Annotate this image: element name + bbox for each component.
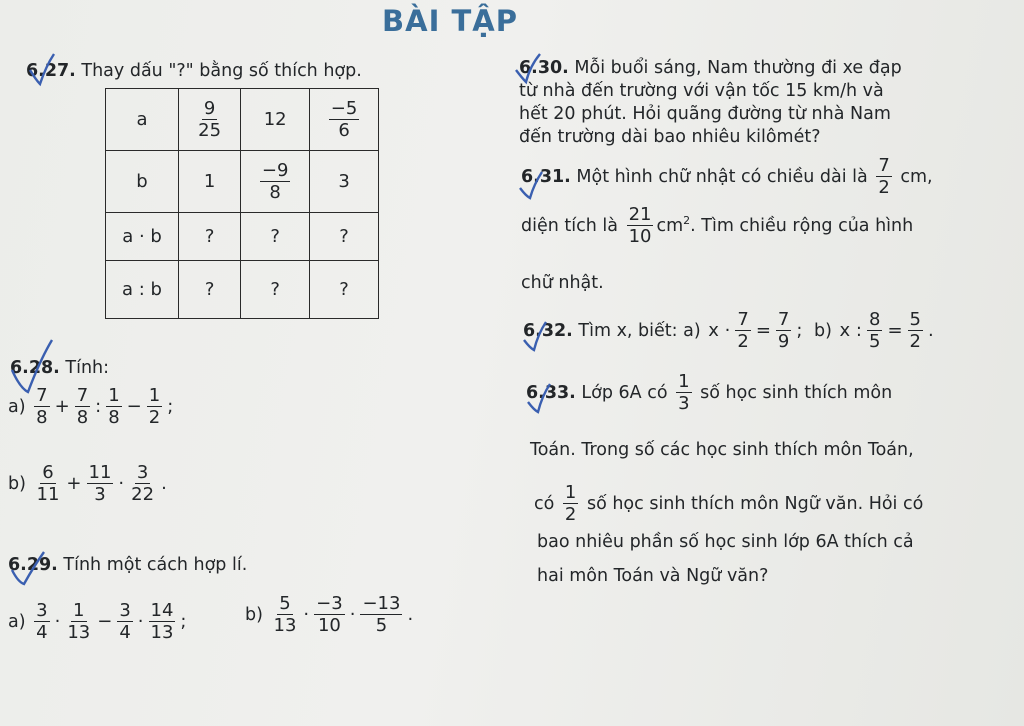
table-cell: ? bbox=[310, 213, 379, 261]
expression bbox=[838, 309, 936, 353]
table-cell: ? bbox=[310, 261, 379, 319]
operator: · bbox=[54, 611, 61, 633]
denominator: 3 bbox=[94, 484, 106, 506]
numerator: 7 bbox=[76, 385, 89, 406]
text-line: có bbox=[534, 493, 555, 514]
numerator: 1 bbox=[108, 385, 120, 406]
operator: ; bbox=[796, 320, 803, 342]
fraction bbox=[65, 601, 92, 643]
exercise-6-30-line-1 bbox=[519, 58, 902, 79]
exercise-6-30-line-3: hết 20 phút. Hỏi quãng đường từ nhà Nam bbox=[519, 104, 891, 124]
denominator: 10 bbox=[317, 615, 341, 637]
part-label: a) bbox=[683, 320, 701, 341]
operator: . bbox=[407, 604, 414, 626]
numerator: −13 bbox=[362, 593, 401, 614]
exercise-6-29a bbox=[8, 601, 189, 643]
exercise-6-31-line-2 bbox=[521, 205, 913, 247]
table-cell bbox=[179, 89, 241, 151]
exponent: 2 bbox=[683, 214, 691, 228]
exercise-number: 6.31. bbox=[521, 166, 571, 187]
fraction bbox=[272, 594, 299, 636]
operator: + bbox=[66, 473, 82, 495]
fraction bbox=[147, 386, 162, 428]
denominator: 8 bbox=[269, 182, 281, 203]
numerator: 1 bbox=[73, 600, 85, 621]
exercise-6-32 bbox=[523, 310, 936, 352]
exercise-6-30-line-4: đến trường dài bao nhiêu kilômét? bbox=[519, 127, 821, 147]
table-cell: 1 bbox=[179, 151, 241, 213]
operator: − bbox=[126, 396, 142, 418]
text-line: diện tích là bbox=[521, 215, 618, 236]
part-label: b) bbox=[814, 320, 832, 341]
row-label: a : b bbox=[106, 261, 179, 319]
fraction bbox=[314, 594, 345, 636]
fraction bbox=[75, 386, 90, 428]
table-row bbox=[106, 213, 379, 261]
numerator: 8 bbox=[869, 309, 881, 330]
denominator: 10 bbox=[628, 226, 652, 248]
denominator: 13 bbox=[150, 622, 174, 644]
row-label: a bbox=[106, 89, 179, 151]
text-line: Một hình chữ nhật có chiều dài là bbox=[576, 166, 868, 187]
unit: cm bbox=[656, 215, 684, 236]
denominator: 8 bbox=[108, 407, 120, 429]
operator: + bbox=[54, 396, 70, 418]
fraction bbox=[908, 310, 923, 352]
fraction bbox=[35, 463, 62, 505]
operator: ; bbox=[167, 396, 174, 418]
part-label: a) bbox=[8, 396, 26, 417]
denominator: 2 bbox=[737, 331, 749, 353]
operator: − bbox=[97, 611, 113, 633]
exercise-6-33-line-3 bbox=[534, 483, 923, 525]
exercise-text: Tính một cách hợp lí. bbox=[63, 555, 248, 575]
denominator: 5 bbox=[375, 615, 388, 637]
table-cell: ? bbox=[241, 261, 310, 319]
exercise-6-33-line-1 bbox=[526, 372, 892, 414]
table-row bbox=[106, 261, 379, 319]
denominator: 2 bbox=[148, 407, 161, 429]
numerator: 7 bbox=[737, 309, 749, 330]
denominator: 25 bbox=[198, 120, 222, 141]
numerator: −9 bbox=[261, 159, 289, 181]
exercise-6-33-line-4: bao nhiêu phần số học sinh lớp 6A thích cả bbox=[537, 532, 914, 552]
exercise-6-27-heading bbox=[26, 61, 362, 82]
numerator: −3 bbox=[316, 593, 343, 614]
denominator: 11 bbox=[36, 484, 60, 506]
page-title: BÀI TẬP bbox=[382, 4, 518, 38]
numerator: 3 bbox=[36, 600, 48, 621]
fraction bbox=[196, 99, 223, 141]
text-line: Mỗi buổi sáng, Nam thường đi xe đạp bbox=[574, 58, 902, 78]
row-label: b bbox=[106, 151, 179, 213]
operator: : bbox=[95, 396, 102, 418]
exercise-number: 6.30. bbox=[519, 58, 569, 78]
operator: = bbox=[887, 320, 903, 342]
numerator: 5 bbox=[279, 593, 291, 614]
fraction bbox=[87, 463, 114, 505]
denominator: 4 bbox=[36, 622, 48, 644]
numerator: 1 bbox=[148, 385, 161, 406]
exercise-6-31-line-1 bbox=[521, 156, 933, 198]
numerator: 5 bbox=[909, 309, 921, 330]
numerator: 7 bbox=[777, 309, 790, 330]
numerator: 7 bbox=[878, 155, 890, 176]
part-label: b) bbox=[8, 473, 26, 494]
fraction bbox=[117, 601, 132, 643]
fraction bbox=[34, 601, 49, 643]
fraction bbox=[360, 594, 402, 636]
numerator: 21 bbox=[628, 204, 652, 225]
operator: ; bbox=[180, 611, 187, 633]
table-cell: 12 bbox=[241, 89, 310, 151]
numerator: 1 bbox=[564, 482, 577, 503]
denominator: 13 bbox=[67, 622, 91, 644]
exercise-6-28-heading bbox=[10, 358, 109, 379]
denominator: 4 bbox=[119, 622, 131, 644]
exercise-number: 6.33. bbox=[526, 382, 576, 403]
fraction bbox=[329, 99, 360, 141]
expression bbox=[31, 600, 188, 644]
fraction bbox=[776, 310, 791, 352]
denominator: 6 bbox=[338, 120, 350, 141]
numerator: 3 bbox=[136, 462, 149, 483]
operator: = bbox=[755, 320, 771, 342]
part-label: a) bbox=[8, 611, 26, 632]
fraction bbox=[735, 310, 750, 352]
text-line: số học sinh thích môn Ngữ văn. Hỏi có bbox=[586, 493, 924, 514]
table-cell: 3 bbox=[310, 151, 379, 213]
fraction bbox=[106, 386, 121, 428]
denominator: 2 bbox=[909, 331, 921, 353]
fraction bbox=[34, 386, 49, 428]
denominator: 9 bbox=[777, 331, 790, 353]
expression bbox=[269, 593, 416, 637]
text-line: . Tìm chiều rộng của hình bbox=[690, 215, 914, 236]
table-cell: ? bbox=[179, 261, 241, 319]
operator: x : bbox=[839, 320, 862, 342]
exercise-6-33-line-2: Toán. Trong số các học sinh thích môn Toán, bbox=[530, 440, 914, 460]
text-line: số học sinh thích môn bbox=[700, 382, 893, 403]
denominator: 8 bbox=[36, 407, 48, 429]
exercise-text: Tính: bbox=[65, 358, 110, 378]
operator: . bbox=[161, 473, 167, 495]
exercise-number: 6.32. bbox=[523, 320, 573, 341]
table-cell bbox=[241, 151, 310, 213]
fraction bbox=[676, 372, 691, 414]
numerator: 11 bbox=[88, 462, 112, 483]
denominator: 8 bbox=[76, 407, 89, 429]
operator: · bbox=[303, 604, 310, 626]
exercise-6-29-heading bbox=[8, 555, 247, 576]
text-line: cm, bbox=[900, 166, 933, 187]
expression bbox=[706, 309, 804, 353]
fraction bbox=[627, 205, 654, 247]
expression bbox=[32, 462, 169, 506]
table-cell: ? bbox=[241, 213, 310, 261]
operator: . bbox=[928, 320, 934, 342]
exercise-text: Tìm x, biết: bbox=[578, 320, 678, 341]
exercise-text: Thay dấu "?" bằng số thích hợp. bbox=[81, 61, 362, 81]
denominator: 5 bbox=[869, 331, 881, 353]
exercise-6-30-line-2: từ nhà đến trường với vận tốc 15 km/h và bbox=[519, 81, 884, 101]
numerator: 1 bbox=[678, 371, 690, 392]
numerator: 9 bbox=[203, 97, 216, 119]
table-cell: ? bbox=[179, 213, 241, 261]
exercise-number: 6.29. bbox=[8, 555, 58, 575]
numerator: 14 bbox=[150, 600, 174, 621]
operator: · bbox=[118, 473, 125, 495]
exercise-number: 6.27. bbox=[26, 61, 76, 81]
fraction bbox=[876, 156, 891, 198]
denominator: 2 bbox=[564, 504, 577, 526]
denominator: 3 bbox=[678, 393, 690, 415]
value-table bbox=[105, 88, 379, 319]
part-label: b) bbox=[245, 604, 263, 625]
numerator: −5 bbox=[330, 97, 358, 119]
exercise-6-31-line-3: chữ nhật. bbox=[521, 273, 604, 293]
table-row bbox=[106, 89, 379, 151]
exercise-6-33-line-5: hai môn Toán và Ngữ văn? bbox=[537, 566, 769, 586]
numerator: 6 bbox=[42, 462, 54, 483]
fraction bbox=[129, 463, 156, 505]
text-line: Lớp 6A có bbox=[581, 382, 668, 403]
fraction bbox=[867, 310, 882, 352]
operator: · bbox=[349, 604, 356, 626]
table-cell bbox=[310, 89, 379, 151]
denominator: 2 bbox=[878, 177, 890, 199]
numerator: 7 bbox=[36, 385, 48, 406]
exercise-number: 6.28. bbox=[10, 358, 60, 378]
table-row bbox=[106, 151, 379, 213]
row-label: a · b bbox=[106, 213, 179, 261]
expression bbox=[31, 385, 175, 429]
operator: · bbox=[137, 611, 144, 633]
fraction bbox=[149, 601, 176, 643]
operator: x · bbox=[708, 320, 731, 342]
exercise-6-29b bbox=[245, 594, 415, 636]
denominator: 22 bbox=[131, 484, 155, 506]
fraction bbox=[563, 483, 578, 525]
exercise-6-28a bbox=[8, 386, 175, 428]
exercise-6-28b bbox=[8, 463, 169, 505]
numerator: 3 bbox=[119, 600, 131, 621]
denominator: 13 bbox=[273, 615, 297, 637]
fraction bbox=[260, 161, 291, 203]
